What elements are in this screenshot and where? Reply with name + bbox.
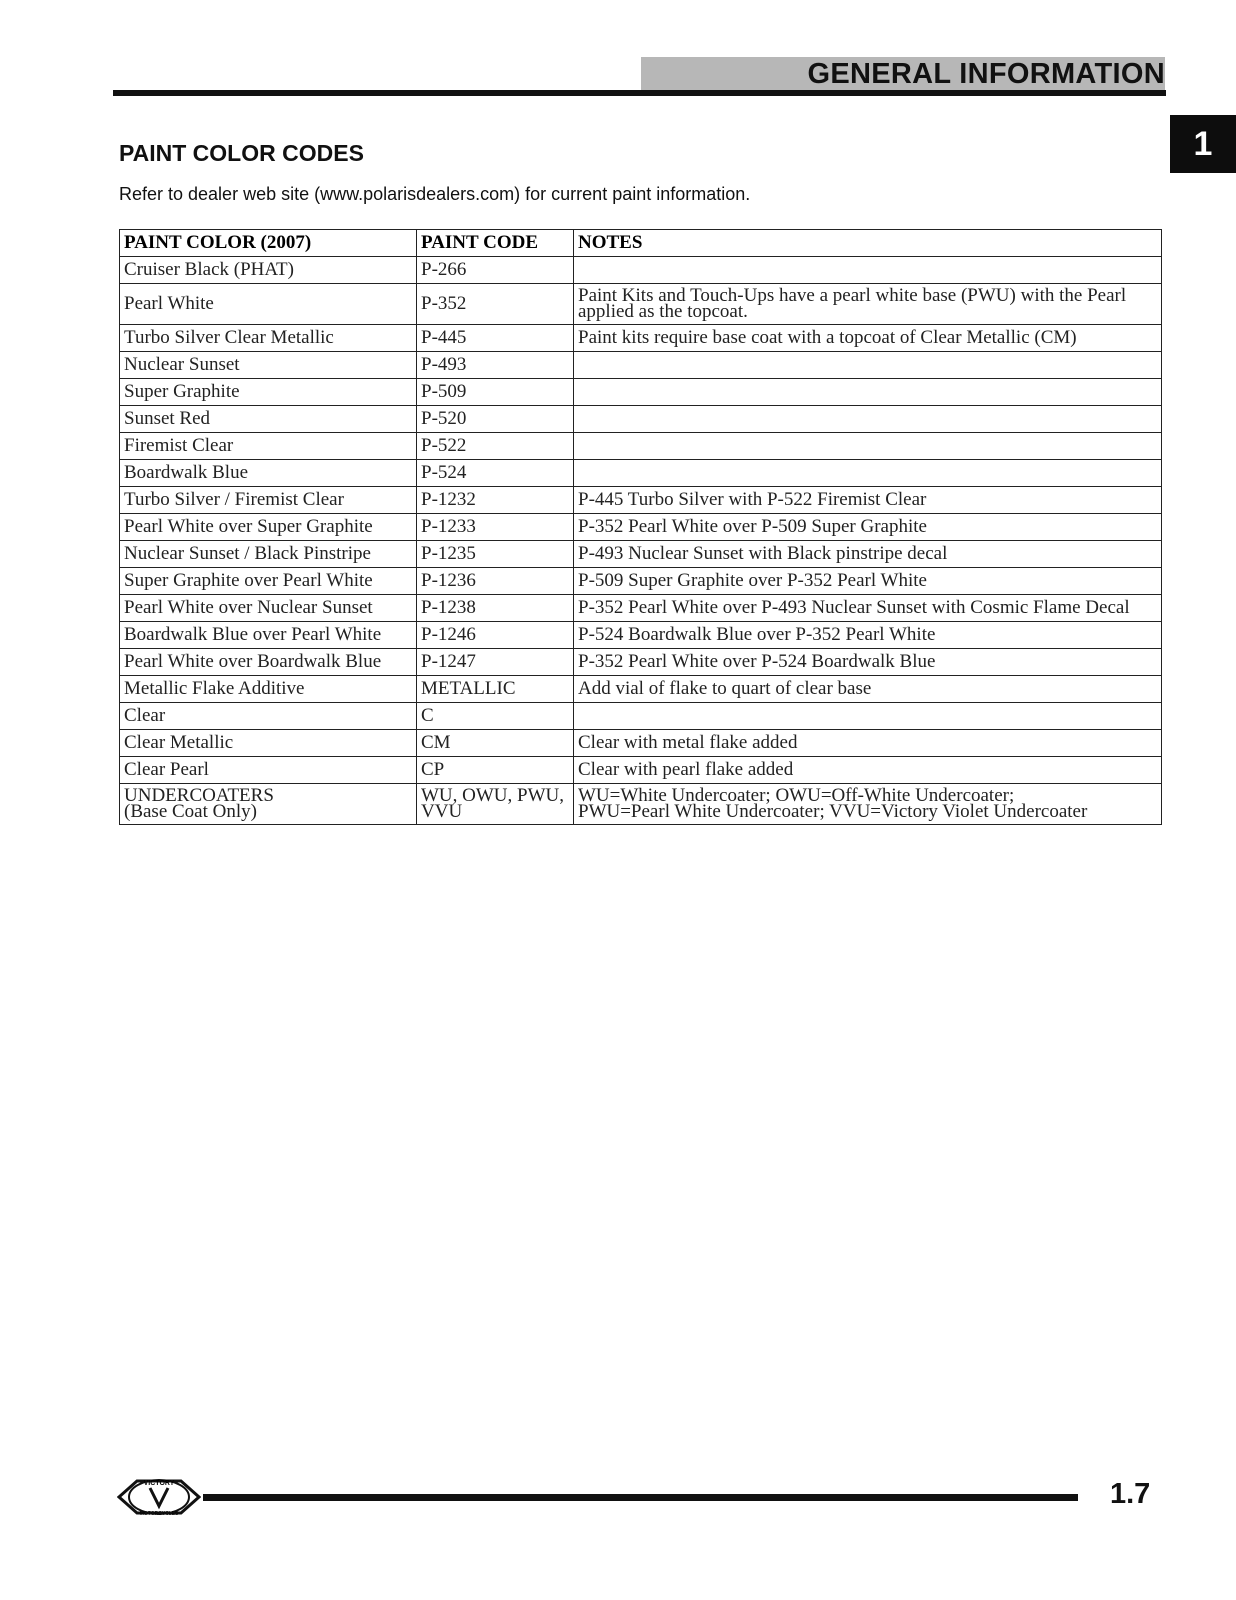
table-row: [120, 487, 1162, 514]
table-row: [120, 379, 1162, 406]
notes-cell: [574, 352, 1162, 379]
paint-color-cell: Cruiser Black (PHAT): [120, 257, 417, 284]
notes-cell: Paint Kits and Touch-Ups have a pearl white base (PWU) with the Pearl applied as the topcoat.: [574, 284, 1162, 325]
table-row: [120, 433, 1162, 460]
notes-cell: Clear with pearl flake added: [574, 757, 1162, 784]
paint-color-cell: Firemist Clear: [120, 433, 417, 460]
notes-cell: [574, 257, 1162, 284]
notes-cell: P-509 Super Graphite over P-352 Pearl White: [574, 568, 1162, 595]
table-row: [120, 622, 1162, 649]
victory-logo: [117, 1471, 201, 1523]
notes-cell-line-1: WU=White Undercoater; OWU=Off-White Undercoater;: [578, 785, 1015, 806]
paint-code-cell: P-1233: [417, 514, 574, 541]
notes-cell: [574, 460, 1162, 487]
table-row: [120, 703, 1162, 730]
paint-code-cell: P-493: [417, 352, 574, 379]
svg-text:VICTORY: VICTORY: [143, 1480, 175, 1487]
notes-cell: P-445 Turbo Silver with P-522 Firemist Clear: [574, 487, 1162, 514]
paint-color-cell: Nuclear Sunset: [120, 352, 417, 379]
table-body: [120, 257, 1162, 825]
paint-code-cell: P-1247: [417, 649, 574, 676]
paint-code-cell-line-1: WU, OWU, PWU,: [421, 785, 565, 806]
paint-code-cell: P-1246: [417, 622, 574, 649]
notes-cell: Clear with metal flake added: [574, 730, 1162, 757]
paint-code-cell: P-522: [417, 433, 574, 460]
table-row: [120, 568, 1162, 595]
paint-code-cell: METALLIC: [417, 676, 574, 703]
notes-cell: P-352 Pearl White over P-509 Super Graphite: [574, 514, 1162, 541]
paint-code-cell: P-520: [417, 406, 574, 433]
table-row: [120, 325, 1162, 352]
paint-color-cell: Pearl White over Nuclear Sunset: [120, 595, 417, 622]
paint-color-cell: Boardwalk Blue over Pearl White: [120, 622, 417, 649]
header-paint-color: PAINT COLOR (2007): [120, 230, 417, 257]
paint-color-cell: Pearl White over Super Graphite: [120, 514, 417, 541]
notes-cell-line-2: PWU=Pearl White Undercoater; VVU=Victory Violet Undercoater: [578, 801, 1088, 822]
paint-color-cell: Nuclear Sunset / Black Pinstripe: [120, 541, 417, 568]
svg-text:MOTORCYCLES: MOTORCYCLES: [139, 1511, 179, 1517]
table-row: [120, 460, 1162, 487]
notes-cell: P-493 Nuclear Sunset with Black pinstripe decal: [574, 541, 1162, 568]
paint-color-cell: [120, 784, 417, 825]
table-row: [120, 649, 1162, 676]
notes-cell: [574, 784, 1162, 825]
header-paint-code: PAINT CODE: [417, 230, 574, 257]
page-heading: PAINT COLOR CODES: [119, 140, 364, 166]
intro-text: Refer to dealer web site (www.polarisdealers.com) for current paint information.: [119, 184, 751, 204]
paint-color-cell: Turbo Silver Clear Metallic: [120, 325, 417, 352]
paint-code-cell: P-1236: [417, 568, 574, 595]
paint-color-cell: Clear Pearl: [120, 757, 417, 784]
paint-code-cell: C: [417, 703, 574, 730]
table-row: [120, 595, 1162, 622]
table-row: [120, 514, 1162, 541]
chapter-tab: 1: [1170, 115, 1236, 173]
section-title: GENERAL INFORMATION: [807, 58, 1165, 90]
page-number: 1.7: [1110, 1478, 1151, 1510]
paint-color-table: [119, 229, 1162, 825]
paint-code-cell: P-1232: [417, 487, 574, 514]
table-row: [120, 352, 1162, 379]
paint-code-cell: P-266: [417, 257, 574, 284]
table-row-undercoaters: [120, 784, 1162, 825]
header-notes: NOTES: [574, 230, 1162, 257]
paint-code-cell: [417, 784, 574, 825]
paint-color-cell-line-1: UNDERCOATERS: [124, 785, 274, 806]
paint-color-cell: Pearl White: [120, 284, 417, 325]
table-row: [120, 406, 1162, 433]
notes-cell: [574, 703, 1162, 730]
paint-color-cell: Pearl White over Boardwalk Blue: [120, 649, 417, 676]
notes-cell: P-352 Pearl White over P-524 Boardwalk Blue: [574, 649, 1162, 676]
paint-code-cell: P-1235: [417, 541, 574, 568]
notes-cell: [574, 406, 1162, 433]
paint-color-cell: Metallic Flake Additive: [120, 676, 417, 703]
table-row: [120, 676, 1162, 703]
notes-cell: Paint kits require base coat with a topcoat of Clear Metallic (CM): [574, 325, 1162, 352]
header-rule: [113, 90, 1166, 96]
paint-code-cell: P-445: [417, 325, 574, 352]
paint-color-cell: Super Graphite over Pearl White: [120, 568, 417, 595]
table-row: [120, 541, 1162, 568]
paint-code-cell: P-1238: [417, 595, 574, 622]
paint-code-cell: P-509: [417, 379, 574, 406]
paint-color-cell: Super Graphite: [120, 379, 417, 406]
notes-cell: Add vial of flake to quart of clear base: [574, 676, 1162, 703]
paint-code-cell: P-352: [417, 284, 574, 325]
table-header-row: [120, 230, 1162, 257]
table-row: [120, 757, 1162, 784]
paint-color-cell: Turbo Silver / Firemist Clear: [120, 487, 417, 514]
notes-cell: [574, 379, 1162, 406]
paint-code-cell: CM: [417, 730, 574, 757]
paint-color-cell: Sunset Red: [120, 406, 417, 433]
paint-color-cell: Clear Metallic: [120, 730, 417, 757]
footer-rule: [203, 1494, 1078, 1501]
paint-code-cell-line-2: VVU: [421, 801, 463, 822]
table-row: [120, 730, 1162, 757]
paint-color-cell: Boardwalk Blue: [120, 460, 417, 487]
paint-color-cell-line-2: (Base Coat Only): [124, 801, 257, 822]
paint-color-cell: Clear: [120, 703, 417, 730]
table-row: [120, 257, 1162, 284]
notes-cell: P-524 Boardwalk Blue over P-352 Pearl White: [574, 622, 1162, 649]
table-row: [120, 284, 1162, 325]
notes-cell: P-352 Pearl White over P-493 Nuclear Sunset with Cosmic Flame Decal: [574, 595, 1162, 622]
paint-code-cell: CP: [417, 757, 574, 784]
paint-code-cell: P-524: [417, 460, 574, 487]
notes-cell: [574, 433, 1162, 460]
